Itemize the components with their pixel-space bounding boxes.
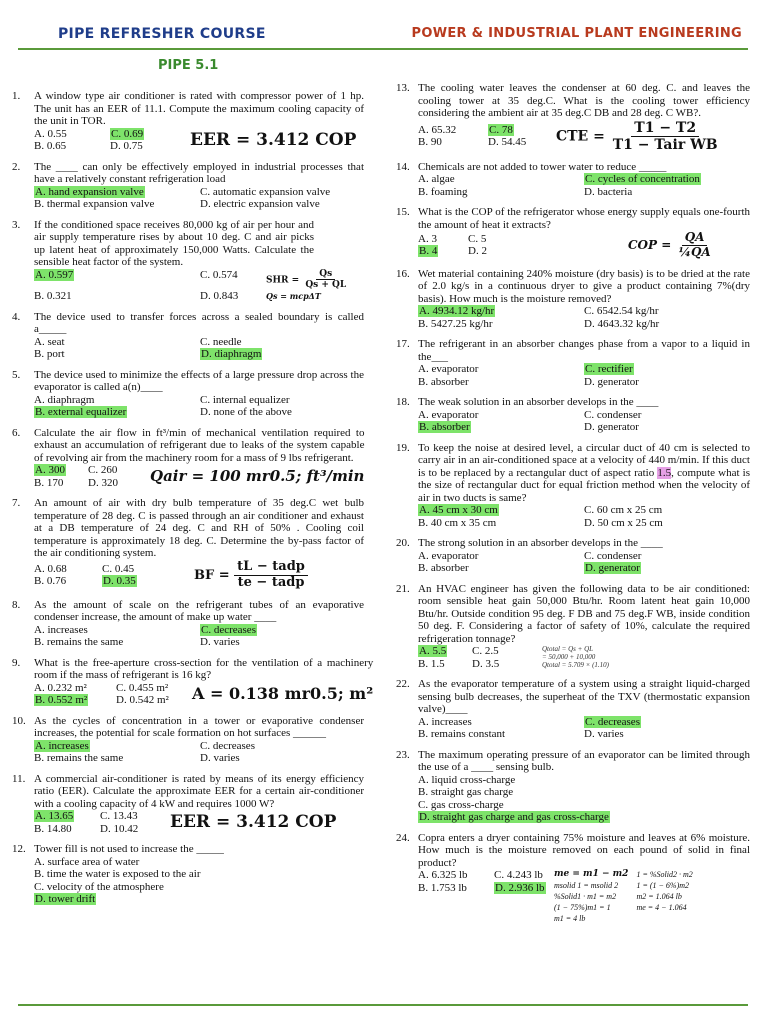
option-b: B. 0.76	[34, 575, 67, 588]
option-c: C. rectifier	[585, 363, 633, 376]
question-9: 9. What is the free-aperture cross-section for the ventilation of a machinery room if the mass of refrigerant is 16 kg? A. 0.232 m² C. 0.455 m² B. 0.552 m² D. 0.542 m² A = 0.138 mr0.5; m²	[12, 656, 374, 707]
question-text: Chemicals are not added to tower water to reduce _____	[418, 160, 667, 173]
option-b: B. remains the same	[34, 752, 124, 765]
question-22: 22. As the evaporator temperature of a system using a straight liquid-charged sensing bulb decreases, the superheat of the TXV (thermostatic expansion valve)____ A. increases C. decreases B. remains constant D. varies	[396, 678, 750, 741]
question-19: 19. To keep the noise at desired level, a circular duct of 40 cm is selected to carry air in an air-conditioned space at a velocity of 440 m/min. If this duct is to be replaced by a rectangular duct of aspect ratio 1.5, compute what is the size of rectangular duct for equal friction method when the velocity of air in two ducts is same? A. 45 cm x 30 cm C. 60 cm x 25 cm B. 40 cm x 35 cm D. 50 cm x 25 cm	[396, 441, 751, 529]
question-11: 11. A commercial air-conditioner is rated by means of its energy efficiency ratio (EER). Calculate the approximate EER for a certain air-conditioner with a cooling capacity of 4 kW and requires 1000 W? A. 13.65 C. 13.43 B. 14.80 D. 10.42 EER = 3.412 COP	[12, 772, 364, 835]
question-text: The ____ can only be effectively employed in industrial processes that have a relatively constant refrigeration load	[34, 160, 364, 185]
option-b: B. foaming	[418, 185, 468, 198]
option-b: B. absorber	[419, 421, 470, 434]
option-d: D. generator	[584, 375, 639, 388]
formula: SHR = $\frac{Qs}{Qs + QL}$	[266, 268, 347, 290]
option-a: A. 6.325 lb	[418, 869, 468, 882]
course-title: PIPE REFRESHER COURSE	[58, 26, 266, 42]
question-10: 10. As the cycles of concentration in a tower or evaporative condenser increases, the potential for scale formation on hot surfaces ______ A. increases C. decreases B. remains the same D. varies	[12, 714, 364, 765]
question-text: If the conditioned space receives 80,000 kg of air per hour and air supply temperature rises by about 10 deg. C and air picks up latent heat of approximately 150,000 Watts. Calculate the sensible heat factor of the system.	[34, 218, 314, 268]
option-a: A. 0.68	[34, 562, 67, 575]
question-text: What is the COP of the refrigerator whose energy supply equals one-fourth the amount of heat it extracts?	[418, 206, 750, 231]
question-5: 5. The device used to minimize the effects of a large pressure drop across the evaporator is called a(n)____ A. diaphragm C. internal equalizer B. external equalizer D. none of the above	[12, 368, 364, 419]
option-d: D. generator	[585, 562, 640, 575]
option-b: B. 40 cm x 35 cm	[418, 516, 497, 529]
option-a: A. 5.5	[419, 645, 447, 658]
option-c: C. 6542.54 kg/hr	[584, 305, 659, 318]
option-c: C. 0.574	[200, 268, 238, 281]
option-d: D. 0.843	[200, 290, 239, 303]
option-d: D. straight gas charge and gas cross-charge	[419, 811, 609, 824]
option-a: A. 3	[418, 232, 437, 245]
option-a: A. increases	[35, 739, 89, 752]
question-15: 15. What is the COP of the refrigerator whose energy supply equals one-fourth the amount of heat it extracts? A. 3 C. 5 B. 4 D. 2 COP = $\frac{QA}{\text{¼QA}}$	[396, 206, 750, 259]
option-b: B. port	[34, 348, 65, 361]
option-d: D. diaphragm	[201, 348, 262, 361]
option-c: C. 0.69	[111, 127, 144, 140]
option-b: B. 4	[419, 245, 438, 258]
option-c: C. 4.243 lb	[494, 869, 543, 882]
option-c: C. velocity of the atmosphere	[34, 880, 164, 893]
question-24: 24. Copra enters a dryer containing 75% moisture and leaves at 6% moisture. How much is the moisture removed on each pound of solid in final product? A. 6.325 lb C. 4.243 lb B. 1.753 lb D. 2.936 lb me = m1 − m2 msolid 1 = msolid 2 %Solid1 · m1 = m2 (1 − 75%)m1 = 1 m1 = 4 lb 1 = %Solid2 · m2 1 = (1 − 6%)m2 m2 = 1.064 lb me = 4 − 1.064	[396, 831, 750, 924]
option-b: B. 1.753 lb	[418, 881, 467, 894]
option-b: B. absorber	[418, 562, 469, 575]
option-b: B. 90	[418, 136, 442, 149]
question-text: Calculate the air flow in ft³/min of mechanical ventilation required to exhaust an accumulation of refrigerant due to leaks of the system capable of revolving air from the machinery room for a mass of 9 lbs refrigerant.	[34, 426, 365, 464]
option-a: A. evaporator	[418, 363, 479, 376]
option-d: D. 320	[88, 476, 118, 489]
option-c: C. decreases	[585, 715, 640, 728]
option-a: A. 65.32	[418, 123, 457, 136]
worked-solution: Qtotal = Qs + QL = 50,000 + 10,000 Qtotal = 5.709 × (1.10)	[542, 645, 609, 670]
option-c: C. 260	[88, 464, 118, 477]
question-text: The device used to transfer forces across a sealed boundary is called a_____	[34, 310, 364, 336]
option-c: C. 0.45	[102, 562, 135, 575]
option-d: D. 3.5	[472, 657, 500, 670]
option-b: B. 170	[34, 476, 64, 489]
option-b: B. time the water is exposed to the air	[34, 868, 201, 881]
option-b: B. 14.80	[34, 822, 72, 835]
option-a: A. surface area of water	[34, 855, 140, 868]
option-a: A. increases	[34, 623, 88, 636]
aspect-ratio-highlight: 1.5	[657, 466, 672, 479]
option-c: C. cycles of concentration	[585, 173, 700, 186]
option-b: B. 0.321	[34, 290, 72, 303]
option-d: D. varies	[584, 728, 624, 741]
question-text: To keep the noise at desired level, a circular duct of 40 cm is selected to carry air in an air-conditioned space at a velocity of 440 m/min. If this duct is to be replaced by a rectangular duct of aspect ratio 1.5, compute what is the size of rectangular duct for equal friction method when the velocity of air in two ducts is same?	[418, 441, 751, 504]
question-text: The refrigerant in an absorber changes phase from a vapor to a liquid in the___	[418, 338, 750, 363]
right-column	[396, 82, 750, 932]
question-21: 21. An HVAC engineer has given the following data to be air conditioned: room sensible heat gain 50,000 Btu/hr. Room latent heat gain 10,000 Btu/hr. Outside condition 95 deg. F DB and 75 deg.F WB, inside condition 50 deg. F. Considering a factor of safety of 10%, calculate the required refrigeration tonnage? A. 5.5 C. 2.5 B. 1.5 D. 3.5 Qtotal = Qs + QL = 50,000 + 10,000 Qtotal = 5.709 × (1.10)	[396, 582, 750, 670]
question-text: Copra enters a dryer containing 75% moisture and leaves at 6% moisture. How much is the moisture removed on each pound of solid in final product?	[418, 831, 750, 869]
option-c: C. decreases	[200, 739, 255, 752]
question-12: 12. Tower fill is not used to increase the _____ A. surface area of water B. time the water is exposed to the air C. velocity of the atmosphere D. tower drift	[12, 843, 364, 906]
formula: COP = $\frac{QA}{\text{¼QA}}$	[628, 230, 711, 259]
option-d: D. 2	[468, 245, 487, 258]
question-text: A commercial air-conditioner is rated by means of its energy efficiency ratio (EER). Calculate the approximate EER for a certain air-conditioner with a cooling capacity of 4 kW and requires 1000 W?	[34, 772, 364, 810]
option-a: A. evaporator	[418, 549, 479, 562]
option-d: D. varies	[200, 636, 240, 649]
question-1: 1. A window type air conditioner is rated with compressor power of 1 hp. The unit has an EER of 11.1. Compute the maximum cooling capacity of the unit in TOR. A. 0.55 C. 0.69 B. 0.65 D. 0.75 EER = 3.412 COP	[12, 90, 364, 152]
option-c: C. 60 cm x 25 cm	[584, 504, 663, 517]
question-13: 13. The cooling water leaves the condenser at 60 deg. C. and leaves the cooling tower at 35 deg.C. What is the cooling tower efficiency considering the ambient air at 35 deg.C DB and 28 deg. C WB?. A. 65.32 C. 78 B. 90 D. 54.45 CTE = $\frac{T1 - T2}{\text{T1 − Tair WB}}$	[396, 82, 750, 153]
footer-divider	[18, 1004, 748, 1006]
option-c: C. 2.5	[472, 645, 499, 658]
option-d: D. 54.45	[488, 136, 527, 149]
option-c: C. 78	[489, 123, 513, 136]
question-16: 16. Wet material containing 240% moisture (dry basis) is to be dried at the rate of 2.0 kg/s in a continuous dryer to give a product containing 7%(dry basis). How much is the moisture removed? A. 4934.12 kg/hr C. 6542.54 kg/hr B. 5427.25 kg/hr D. 4643.32 kg/hr	[396, 267, 750, 330]
option-c: C. internal equalizer	[200, 393, 290, 406]
option-a: A. 0.232 m²	[34, 681, 87, 694]
question-text: The cooling water leaves the condenser at 60 deg. C. and leaves the cooling tower at 35 deg.C. What is the cooling tower efficiency considering the ambient air at 35 deg.C DB and 28 deg. C WB?.	[418, 82, 750, 119]
question-text: The weak solution in an absorber develops in the ____	[418, 396, 659, 409]
option-c: C. automatic expansion valve	[200, 185, 331, 198]
option-a: A. 0.597	[35, 268, 74, 281]
option-d: D. none of the above	[200, 406, 292, 419]
question-text: As the cycles of concentration in a tower or evaporative condenser increases, the potential for scale formation on hot surfaces ______	[34, 714, 364, 740]
worked-solution-2: 1 = %Solid2 · m2 1 = (1 − 6%)m2 m2 = 1.064 lb me = 4 − 1.064	[636, 870, 693, 913]
option-a: A. 4934.12 kg/hr	[419, 305, 495, 318]
question-7: 7. An amount of air with dry bulb temperature of 35 deg.C wet bulb temperature of 28 deg. C is passed through an air conditioner and exhaust at a DB temperature of 24 deg. C and RH of 50% . Cooling coil temperature is approximately 18 deg. C. Determine the by-pass factor of the air conditioning system. A. 0.68 C. 0.45 B. 0.76 D. 0.35 BF = $\frac{\text{tL − tadp}}{\text{te − tadp}}$	[12, 497, 364, 590]
option-d: D. 0.75	[110, 140, 143, 152]
formula: CTE = $\frac{T1 - T2}{\text{T1 − Tair WB}}$	[556, 119, 718, 153]
option-c: C. needle	[200, 335, 242, 348]
option-b: B. absorber	[418, 375, 469, 388]
option-d: D. 0.542 m²	[116, 694, 169, 707]
option-d: D. generator	[584, 421, 639, 434]
question-18: 18. The weak solution in an absorber develops in the ____ A. evaporator C. condenser B. absorber D. generator	[396, 396, 750, 434]
question-20: 20. The strong solution in an absorber develops in the ____ A. evaporator C. condenser B. absorber D. generator	[396, 537, 750, 575]
question-4: 4. The device used to transfer forces across a sealed boundary is called a_____ A. seat C. needle B. port D. diaphragm	[12, 310, 364, 361]
formula: EER = 3.412 COP	[170, 812, 337, 833]
option-b: B. 5427.25 kg/hr	[418, 317, 493, 330]
option-b: B. thermal expansion valve	[34, 198, 155, 210]
formula: EER = 3.412 COP	[190, 129, 357, 150]
option-a: A. diaphragm	[34, 393, 95, 406]
question-17: 17. The refrigerant in an absorber changes phase from a vapor to a liquid in the___ A. evaporator C. rectifier B. absorber D. generator	[396, 338, 750, 388]
option-c: C. decreases	[201, 623, 256, 636]
option-a: A. evaporator	[418, 408, 479, 421]
header-divider	[18, 48, 748, 50]
option-d: D. 10.42	[100, 822, 139, 835]
option-a: A. 300	[35, 464, 65, 477]
question-text: The maximum operating pressure of an evaporator can be limited through the use of a ____ sensing bulb.	[418, 748, 750, 774]
question-text: As the evaporator temperature of a system using a straight liquid-charged sensing bulb decreases, the superheat of the TXV (thermostatic expansion valve)____	[418, 678, 750, 716]
option-c: C. condenser	[584, 408, 642, 421]
option-b: B. 0.552 m²	[35, 694, 88, 707]
formula: Qair = 100 mr0.5; ft³/min	[150, 467, 365, 486]
option-d: D. tower drift	[35, 893, 96, 906]
question-14: 14. Chemicals are not added to tower water to reduce _____ A. algae C. cycles of concentration B. foaming D. bacteria	[396, 161, 750, 199]
option-d: D. 4643.32 kg/hr	[584, 317, 660, 330]
option-d: D. bacteria	[584, 185, 633, 198]
option-b: B. straight gas charge	[418, 786, 514, 799]
option-d: D. 0.35	[103, 575, 136, 588]
option-b: B. 0.65	[34, 140, 67, 152]
question-text: An amount of air with dry bulb temperature of 35 deg.C wet bulb temperature of 28 deg. C is passed through an air conditioner and exhaust at a DB temperature of 24 deg. C and RH of 50% . Cooling coil temperature is approximately 18 deg. C. Determine the by-pass factor of the air conditioning system.	[34, 497, 364, 560]
option-a: A. 45 cm x 30 cm	[419, 504, 498, 517]
option-a: A. hand expansion valve	[35, 185, 144, 198]
question-text: A window type air conditioner is rated with compressor power of 1 hp. The unit has an EER of 11.1. Compute the maximum cooling capacity of the unit in TOR.	[34, 90, 364, 127]
option-b: B. 1.5	[418, 657, 445, 670]
option-a: A. seat	[34, 335, 65, 348]
course-subject: POWER & INDUSTRIAL PLANT ENGINEERING	[411, 26, 742, 41]
option-c: C. gas cross-charge	[418, 798, 504, 811]
section-title: PIPE 5.1	[158, 58, 219, 73]
option-a: A. increases	[418, 715, 472, 728]
option-c: C. 5	[468, 232, 487, 245]
option-b: B. external equalizer	[35, 406, 127, 419]
option-c: C. 13.43	[100, 810, 138, 823]
question-text: The device used to minimize the effects of a large pressure drop across the evaporator is called a(n)____	[34, 368, 364, 394]
option-d: D. 50 cm x 25 cm	[584, 516, 663, 529]
question-text: Wet material containing 240% moisture (dry basis) is to be dried at the rate of 2.0 kg/s in a continuous dryer to give a product containing 7%(dry basis). How much is the moisture removed?	[418, 267, 750, 305]
worked-solution: me = m1 − m2 msolid 1 = msolid 2 %Solid1 · m1 = m2 (1 − 75%)m1 = 1 m1 = 4 lb	[554, 869, 629, 924]
question-2: 2. The ____ can only be effectively employed in industrial processes that have a relatively constant refrigeration load A. hand expansion valve C. automatic expansion valve B. thermal expansion valve D. electric expansion valve	[12, 160, 364, 210]
question-8: 8. As the amount of scale on the refrigerant tubes of an evaporative condenser increase, the amount of make up water ____ A. increases C. decreases B. remains the same D. varies	[12, 598, 364, 649]
left-column	[12, 90, 374, 914]
option-a: A. liquid cross-charge	[418, 773, 516, 786]
question-23: 23. The maximum operating pressure of an evaporator can be limited through the use of a ____ sensing bulb. A. liquid cross-charge B. straight gas charge C. gas cross-charge D. straight gas charge and gas cross-charge	[396, 748, 750, 824]
option-c: C. 0.455 m²	[116, 681, 169, 694]
formula: A = 0.138 mr0.5; m²	[192, 683, 374, 703]
question-text: The strong solution in an absorber develops in the ____	[418, 537, 663, 550]
option-d: D. varies	[200, 752, 240, 765]
option-a: A. 13.65	[35, 810, 74, 823]
option-d: D. 2.936 lb	[495, 881, 545, 894]
question-text: As the amount of scale on the refrigerant tubes of an evaporative condenser increase, the amount of make up water ____	[34, 598, 364, 624]
question-text: An HVAC engineer has given the following data to be air conditioned: room sensible heat gain 50,000 Btu/hr. Room latent heat gain 10,000 Btu/hr. Outside condition 95 deg. F DB and 75 deg.F WB, inside condition 50 deg. F. Considering a factor of safety of 10%, calculate the required refrigeration tonnage?	[418, 582, 750, 645]
option-c: C. condenser	[584, 549, 642, 562]
option-a: A. 0.55	[34, 127, 67, 140]
question-3: 3. If the conditioned space receives 80,000 kg of air per hour and air supply temperature rises by about 10 deg. C and air picks up latent heat of approximately 150,000 Watts. Calculate the sensible heat factor of the system. A. 0.597 C. 0.574 SHR = $\frac{Qs}{Qs + QL}$ B. 0.321 D. 0.843 Qs = mcpΔT	[12, 219, 364, 303]
question-text: Tower fill is not used to increase the _____	[34, 843, 224, 856]
option-b: B. remains the same	[34, 636, 124, 649]
option-b: B. remains constant	[418, 728, 506, 741]
option-a: A. algae	[418, 173, 455, 186]
formula: BF = $\frac{\text{tL − tadp}}{\text{te − tadp}}$	[194, 560, 308, 591]
question-6: 6. Calculate the air flow in ft³/min of mechanical ventilation required to exhaust an accumulation of refrigerant due to leaks of the system capable of revolving air from the machinery room for a mass of 9 lbs refrigerant. A. 300 C. 260 B. 170 D. 320 Qair = 100 mr0.5; ft³/min	[12, 426, 365, 489]
option-d: D. electric expansion valve	[200, 198, 320, 210]
question-text: What is the free-aperture cross-section for the ventilation of a machinery room if the mass of refrigerant is 16 kg?	[34, 656, 374, 682]
